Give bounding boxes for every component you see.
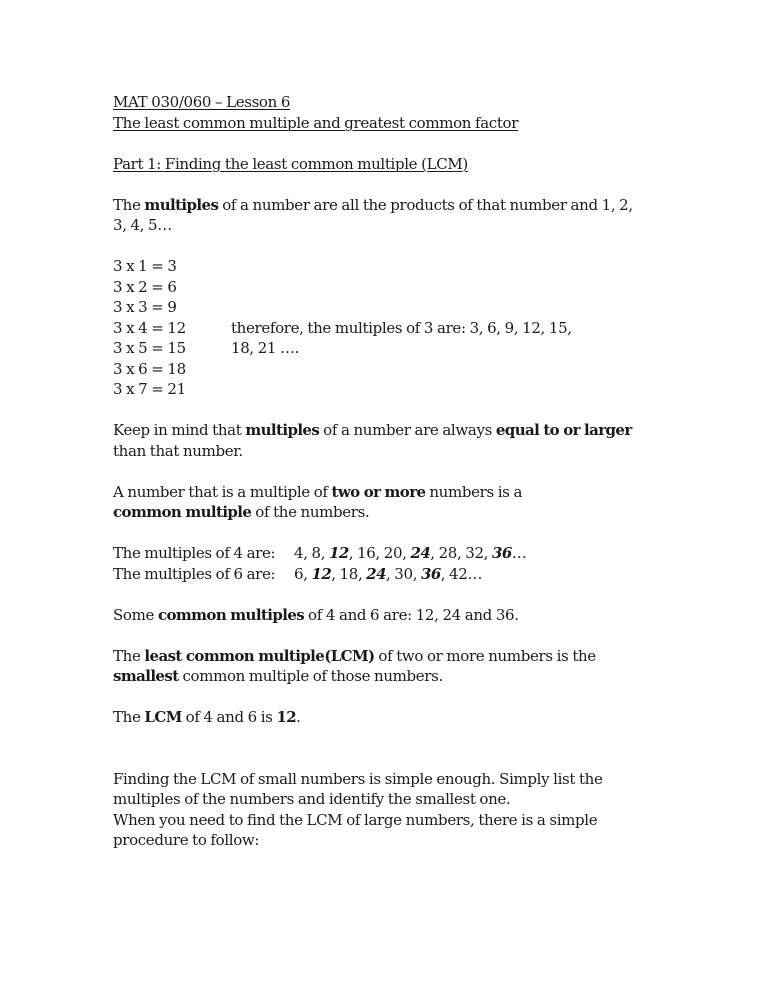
common-multiple-value: 12 [329, 544, 349, 562]
term-multiples: multiples [144, 195, 219, 214]
common-multiple-definition: A number that is a multiple of two or more numbers is a common multiple of the numbers. [113, 482, 523, 521]
multiple-value: 6, [294, 564, 312, 583]
closing-paragraph: Finding the LCM of small numbers is simple enough. Simply list the multiples of the numbers and identify the smallest one. When you need to find the LCM of large numbers, there is a simple procedure to follow: [113, 769, 603, 849]
part1-heading: Part 1: Finding the least common multiple (LCM) [113, 154, 468, 173]
multiple-value: … [511, 544, 527, 562]
times-table-row: 3 x 7 = 21 [113, 380, 186, 398]
spacer [113, 625, 673, 646]
spacer [113, 174, 673, 195]
times-table-row: 3 x 3 = 9 [113, 298, 177, 316]
times-table-row: 3 x 5 = 15 [113, 339, 186, 357]
multiples-of-4-values [294, 543, 526, 564]
multiples-definition: The multiples of a number are all the products of that number and 1, 2, 3, 4, 5… [113, 195, 633, 234]
lesson-subtitle: The least common multiple and greatest common factor [113, 113, 519, 132]
spacer [113, 461, 673, 482]
times-table-row: 3 x 4 = 12 [113, 318, 186, 337]
common-multiple-value: 24 [366, 564, 386, 583]
lesson-title: MAT 030/060 – Lesson 6 [113, 93, 291, 111]
multiples-of-6-values [294, 564, 482, 585]
times-table-section [113, 256, 673, 400]
common-multiple-value: 36 [492, 544, 512, 562]
times-table-row: 3 x 6 = 18 [113, 359, 186, 378]
multiple-value: 4, 8, [294, 544, 330, 562]
lcm-definition: The least common multiple(LCM) of two or more numbers is the smallest common multiple of those numbers. [113, 646, 596, 685]
multiple-value: , 30, [385, 564, 422, 583]
lcm-example: The LCM of 4 and 6 is 12. [113, 708, 301, 726]
spacer [113, 400, 673, 421]
multiple-value: , 42… [440, 564, 483, 583]
multiple-value: , 28, 32, [430, 544, 493, 562]
times-table-row: 3 x 2 = 6 [113, 277, 177, 296]
therefore-note: therefore, the multiples of 3 are: 3, 6, 9, 12, 15, 18, 21 …. [231, 318, 572, 357]
some-common-multiples: Some common multiples of 4 and 6 are: 12, 24 and 36. [113, 605, 519, 624]
spacer [113, 687, 673, 708]
multiples-of-6-row: The multiples of 6 are: 6, 12, 18, 24, 30, 36, 42… [113, 564, 483, 583]
spacer [113, 133, 673, 154]
spacer [113, 728, 673, 769]
common-multiple-value: 12 [311, 564, 332, 583]
multiples-list [113, 543, 673, 584]
times-table-row: 3 x 1 = 3 [113, 257, 177, 275]
spacer [113, 236, 673, 257]
keep-in-mind-paragraph: Keep in mind that multiples of a number are always equal to or larger than that number. [113, 421, 632, 460]
common-multiple-value: 24 [410, 544, 431, 562]
multiple-value: , 18, [331, 564, 367, 583]
document-page [113, 92, 673, 851]
spacer [113, 584, 673, 605]
spacer [113, 523, 673, 544]
multiples-of-4-row: The multiples of 4 are: 4, 8, 12, 16, 20, 24, 28, 32, 36… [113, 544, 527, 562]
common-multiple-value: 36 [421, 564, 441, 583]
multiple-value: , 16, 20, [348, 544, 411, 562]
times-table [113, 256, 186, 400]
